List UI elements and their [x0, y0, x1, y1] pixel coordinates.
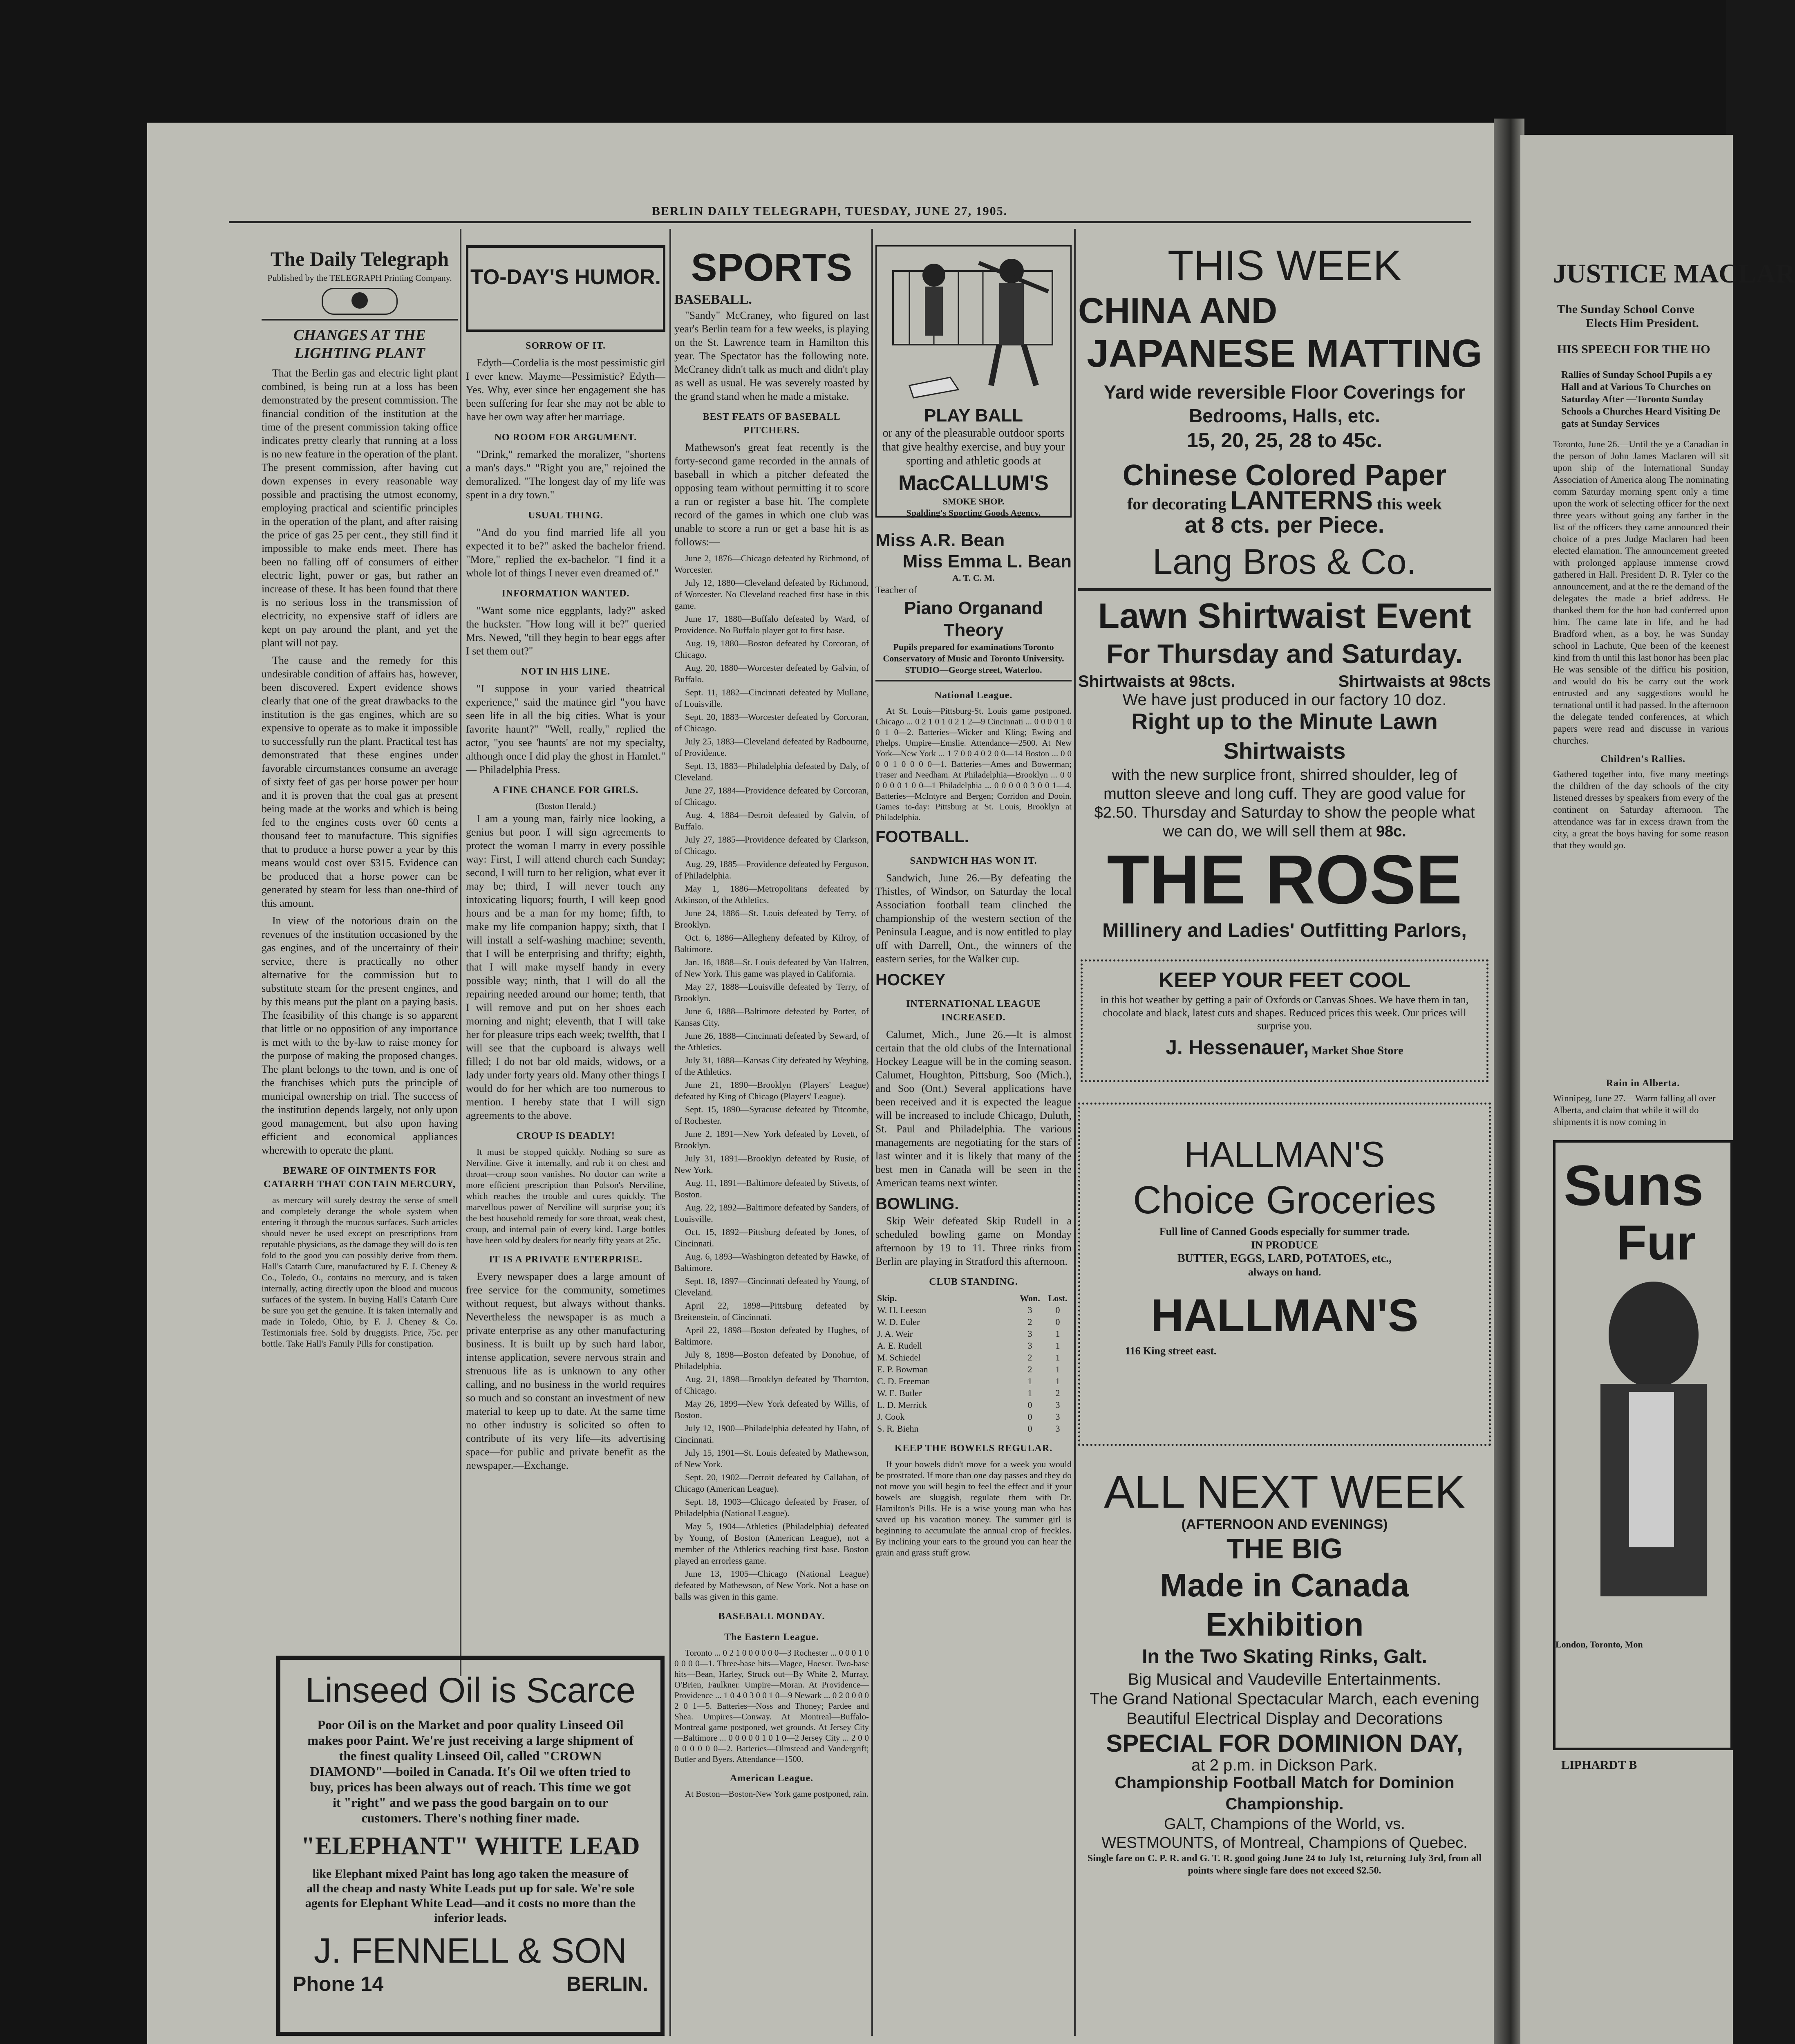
ad-text: If your bowels didn't move for a week you would be prostrated. If more than one day passes and they do not move you will begin to feel the effect and if your bowels are sluggish, regulate them with Dr. Hamilton's Pills. He is a wise young man who has saved up his vacation money. The summer girl is beginning to accumulate the annual crop of freckles. By inclining your ears to the ground you can hear the grain and grass stuff grow. [875, 1459, 1072, 1558]
humor-text: "And do you find married life all you expected it to be?" asked the bachelor friend. "More," replied the ex-bachelor. "I find it a whole lot of things I never even dreamed of." [466, 527, 665, 579]
ad-heading: KEEP THE BOWELS REGULAR. [894, 1443, 1053, 1454]
table-cell: 3 [1027, 1340, 1032, 1351]
no-hit-record: July 27, 1885—Providence defeated by Clarkson, of Chicago. [674, 834, 869, 856]
white-lead-headline: "ELEPHANT" WHITE LEAD [301, 1832, 640, 1860]
lanterns-pre: for decorating [1127, 495, 1227, 513]
humor-heading: SORROW OF IT. [526, 341, 606, 351]
shoe-ad-store: Market Shoe Store [1311, 1044, 1403, 1057]
fennell-town: BERLIN. [566, 1972, 648, 1995]
linseed-headline: Linseed Oil is Scarce [305, 1671, 636, 1710]
table-cell: A. E. Rudell [877, 1340, 922, 1351]
no-hit-record: July 15, 1901—St. Louis defeated by Mathewson, of New York. [674, 1448, 869, 1469]
page-gutter [1494, 119, 1524, 2044]
no-hit-record: Aug. 22, 1892—Baltimore defeated by Sanders, of Louisville. [674, 1202, 869, 1224]
exhibition-times: (AFTERNOON AND EVENINGS) [1181, 1517, 1388, 1532]
table-cell: E. P. Bowman [877, 1364, 928, 1374]
no-hit-record: Sept. 20, 1902—Detroit defeated by Callahan, of Chicago (American League). [674, 1472, 869, 1494]
table-row [875, 1316, 1072, 1328]
no-hit-record: June 27, 1884—Providence defeated by Corcoran, of Chicago. [674, 785, 869, 807]
football-heading: FOOTBALL. [875, 828, 969, 846]
no-hit-record: June 2, 1876—Chicago defeated by Richmond, of Worcester. [674, 553, 869, 575]
adjacent-ad-text: Fur [1617, 1215, 1696, 1270]
table-row [875, 1363, 1072, 1375]
matting-ad-china: CHINA AND [1078, 290, 1278, 331]
matting-ad-text: Yard wide reversible Floor Coverings for Bedrooms, Halls, etc. [1103, 381, 1466, 426]
teacher-degree: A. T. C. M. [952, 573, 995, 583]
exhibition-headline: ALL NEXT WEEK [1104, 1466, 1465, 1517]
table-cell: 1 [1055, 1329, 1060, 1339]
shirtwaist-headline: Lawn Shirtwaist Event [1098, 596, 1471, 636]
shop-name: MacCALLUM'S [898, 471, 1049, 495]
no-hit-record: May 26, 1899—New York defeated by Willis, of Boston. [674, 1399, 869, 1420]
no-hit-record: June 2, 1891—New York defeated by Lovett, of Brooklyn. [674, 1129, 869, 1150]
divider [262, 319, 458, 320]
teacher-name: Miss Emma L. Bean [902, 551, 1072, 572]
rose-store-sub: Millinery and Ladies' Outfitting Parlors, [1102, 920, 1467, 941]
table-cell: 3 [1055, 1412, 1060, 1422]
table-cell: 3 [1027, 1305, 1032, 1315]
baseball-heading: BASEBALL. [674, 292, 752, 307]
no-hit-record: June 17, 1880—Buffalo defeated by Ward, of Providence. No Buffalo player got to first base. [674, 614, 869, 635]
teacher-pupils: Pupils prepared for examinations Toronto Conservatory of Music and Toronto University. [883, 642, 1064, 663]
no-hit-record: Sept. 18, 1897—Cincinnati defeated by Young, of Cleveland. [674, 1276, 869, 1298]
divider [875, 680, 1072, 681]
table-header-cell: Skip. [877, 1293, 897, 1303]
table-row [875, 1399, 1072, 1411]
table-cell: 2 [1027, 1352, 1032, 1363]
no-hit-record: Aug. 29, 1885—Providence defeated by Ferguson, of Philadelphia. [674, 859, 869, 881]
dominion-day-fares: Single fare on C. P. R. and G. T. R. good going June 24 to July 1st, returning July 3rd, from all points where single fare does not exceed $2.50. [1087, 1853, 1482, 1876]
no-hit-record: June 13, 1905—Chicago (National League) defeated by Mathewson, of New York. Not a base on balls was given in this game. [674, 1569, 869, 1602]
adjacent-deck: Elects Him President. [1586, 316, 1699, 330]
no-hit-record: July 12, 1880—Cleveland defeated by Richmond, of Worcester. No Cleveland reached first base in this game. [674, 578, 869, 611]
dominion-day-team: WESTMOUNTS, of Montreal, Champions of Quebec. [1101, 1834, 1468, 1851]
ad-heading: CROUP IS DEADLY! [516, 1131, 615, 1141]
no-hit-record: April 22, 1898—Pittsburg defeated by Breitenstein, of Cincinnati. [674, 1300, 869, 1322]
grocery-always: always on hand. [1248, 1266, 1321, 1278]
editorial-paragraph: That the Berlin gas and electric light plant combined, is being run at a loss has been demonstrated by the present commission. The financial condition of the institution at the time of the present commission taking office indicates pretty clearly that running at a loss is no new feature in the operation of the plant. The present commission, after having cut down expenses in every reasonable way possible and practising the utmost economy, employing practical and scientific principles in the operation of the plant, and after raising the price of gas 25 per cent., they still find it impossible to make ends meet. There has been no falling off of consumers of either electric light, power or gas, but rather an increase of these. It has been found that there is no serious loss in the transmission of electricity, no expensive staff of idlers are kept on pay around the plant, and yet the plant will not pay. [262, 367, 458, 649]
exhibition-detail: The Grand National Spectacular March, each evening [1090, 1690, 1479, 1708]
no-hit-record: Aug. 6, 1893—Washington defeated by Hawke, of Baltimore. [674, 1251, 869, 1273]
adjacent-headline: JUSTICE MACLAR [1553, 259, 1795, 289]
sports-title: SPORTS [691, 246, 853, 289]
publisher-line: Published by the TELEGRAPH Printing Company. [267, 273, 452, 283]
table-cell: J. Cook [877, 1412, 905, 1422]
hockey-subheading: INTERNATIONAL LEAGUE INCREASED. [906, 999, 1041, 1023]
table-cell: W. E. Butler [877, 1388, 922, 1398]
shirtwaist-sale-price: 98c. [1376, 823, 1406, 840]
play-ball-heading: PLAY BALL [924, 406, 1023, 426]
no-hit-record: Sept. 13, 1883—Philadelphia defeated by Daly, of Cleveland. [674, 761, 869, 782]
grocery-headline: Choice Groceries [1133, 1178, 1436, 1222]
table-cell: 1 [1055, 1340, 1060, 1351]
humor-title-box [466, 245, 665, 332]
table-row [875, 1340, 1072, 1351]
column-rule [871, 229, 873, 2036]
divider [1078, 588, 1491, 591]
adjacent-deck: HIS SPEECH FOR THE HO [1557, 343, 1710, 356]
humor-column [466, 245, 665, 1635]
standing-heading: CLUB STANDING. [929, 1277, 1018, 1287]
ad-text: It must be stopped quickly. Nothing so sure as Nerviline. Give it internally, and rub it on chest and throat—croup soon vanishes. No doctor can write a more efficient prescription than Polson's Nerviline, which reaches the trouble and cures quickly. The marvellous power of Nerviline will surprise you; it's the best household remedy for sore throat, weak chest, croup, and internal pain of every kind. Large bottles have been sold by dealers for nearly fifty years at 25c. [466, 1147, 665, 1245]
notice-heading: BEWARE OF OINTMENTS FOR CATARRH THAT CONTAIN MERCURY, [264, 1165, 456, 1190]
adjacent-summary: Rallies of Sunday School Pupils a ey Hall and at Various To Churches on Saturday After —Toronto Sunday Schools a Churches Heard Visiting De gats at Sunday Services [1561, 370, 1721, 429]
table-cell: 0 [1027, 1400, 1032, 1410]
shirtwaist-price-row [1078, 672, 1491, 690]
humor-title: TO-DAY'S HUMOR. [470, 265, 661, 289]
table-row [875, 1328, 1072, 1340]
lang-bros-name: Lang Bros & Co. [1153, 541, 1417, 582]
teacher-subjects: Piano Organand Theory [904, 598, 1043, 640]
humor-text: "I suppose in your varied theatrical experience," said the matinee girl "you have seen life in all the big cities. What is your favorite haunt?" "Well, really," replied the actor, "you see 'haunts' are not my specialty, although once I did play the ghost in Hamlet." — Philadelphia Press. [466, 683, 665, 775]
no-hit-records-list [674, 553, 869, 1602]
humor-heading: NOT IN HIS LINE. [521, 666, 611, 677]
article-heading: IT IS A PRIVATE ENTERPRISE. [489, 1254, 642, 1265]
folio-rule [229, 221, 1471, 223]
shop-sub: SMOKE SHOP. [942, 496, 1005, 507]
table-cell: C. D. Freeman [877, 1376, 930, 1386]
table-header-cell: Lost. [1048, 1293, 1068, 1303]
no-hit-record: May 5, 1904—Athletics (Philadelphia) defeated by Young, of Boston (American League), not a member of the Athletics reaching first base. Boston played an errorless game. [674, 1521, 869, 1566]
club-standing-table [875, 1292, 1072, 1434]
play-ball-ad [875, 245, 1072, 518]
scores-text: At St. Louis—Pittsburg-St. Louis game postponed. Chicago ... 0 2 1 0 1 0 2 1 2—9 Cincinnati ... 0 0 0 0 1 0 0 1 0—2. Batteries—Wicker and Kling; Ewing and Phelps. Umpire—Emslie. Attendance—2500. At New York—New York ... 1 7 0 0 4 0 2 0 0—14 Boston ... 0 0 0 0 1 0 0 0 0—1. Batteries—Ames and Bowerman; Fraser and Needham. At Philadelphia—Brooklyn ... 0 0 0 0 0 0 1 0 0—1 Philadelphia ... 0 0 0 0 0 3 0 0 1—4. Batteries—McIntyre and Bergen; Corridon and Dooin. Games to-day: Pittsburg at St. Louis, Brooklyn at Philadelphia. [875, 706, 1072, 822]
column-rule [460, 229, 461, 1676]
no-hit-record: Oct. 15, 1892—Pittsburg defeated by Jones, of Cincinnati. [674, 1227, 869, 1248]
table-cell: 0 [1055, 1317, 1060, 1327]
exhibition-the-big: THE BIG [1227, 1533, 1343, 1564]
no-hit-record: Sept. 20, 1883—Worcester defeated by Corcoran, of Chicago. [674, 712, 869, 733]
adjacent-footer: LIPHARDT B [1561, 1758, 1637, 1772]
football-text: Sandwich, June 26.—By defeating the Thistles, of Windsor, on Saturday the local Association football team clinched the championship of the western section of the Peninsula League, and is now entitled to play off with Darrell, Ont., the winners of the eastern series, for the Walker cup. [875, 872, 1072, 965]
lanterns-post: this week [1377, 495, 1442, 513]
table-cell: L. D. Merrick [877, 1400, 927, 1410]
humor-heading: INFORMATION WANTED. [501, 588, 630, 599]
no-hit-record: Jan. 16, 1888—St. Louis defeated by Van Haltren, of New York. This game was played in California. [674, 957, 869, 979]
humor-text: "Want some nice eggplants, lady?" asked the huckster. "How long will it be?" queried Mrs. Newed, "till they begin to bear eggs after I set them out?" [466, 605, 665, 657]
shirtwaist-price: Shirtwaists at 98cts [1338, 672, 1491, 690]
no-hit-record: Sept. 11, 1882—Cincinnati defeated by Mullane, of Louisville. [674, 687, 869, 709]
sports-text: "Sandy" McCraney, who figured on last year's Berlin team for a few weeks, is playing on the St. Lawrence team in Hamilton this year. The Spectator has the following note. McCraney didn't talk as much and didn't play as well as usual. He was severely roasted by the grand stand when he made a mistake. [674, 309, 869, 402]
editorial-headline: CHANGES AT THE LIGHTING PLANT [293, 327, 426, 362]
table-cell: S. R. Biehn [877, 1423, 919, 1434]
hockey-text: Calumet, Mich., June 26.—It is almost certain that the old clubs of the International Hockey League will be in the coming season. Calumet, Houghton, Pittsburg, Soo (Mich.), and Soo (Ont.) Several applications have been received and it is expected the league will be increased to include Chicago, Duluth, St. Paul and Philadelphia. The various managements are negotiating for the stars of last winter and it is likely that many of the best men in Canada will be seen in the American teams next winter. [875, 1029, 1072, 1189]
folio-line: BERLIN DAILY TELEGRAPH, TUESDAY, JUNE 27, 1905. [651, 204, 1008, 218]
table-row [875, 1375, 1072, 1387]
table-cell: 1 [1027, 1376, 1032, 1386]
no-hit-record: Oct. 6, 1886—Allegheny defeated by Kilroy, of Baltimore. [674, 932, 869, 954]
shoe-ad-text: in this hot weather by getting a pair of Oxfords or Canvas Shoes. We have them in tan, chocolate and black, latest cuts and shapes. Reduced prices this week. Our prices will surprise you. [1100, 994, 1469, 1032]
adjacent-ad-text: Suns [1564, 1153, 1704, 1217]
editorial-column [262, 245, 458, 1635]
dominion-day-time: at 2 p.m. in Dickson Park. [1191, 1756, 1378, 1774]
table-cell: 0 [1055, 1305, 1060, 1315]
no-hit-record: July 12, 1900—Philadelphia defeated by Hahn, of Cincinnati. [674, 1423, 869, 1445]
teacher-name: Miss A.R. Bean [875, 530, 1005, 550]
table-cell: W. D. Euler [877, 1317, 920, 1327]
music-teacher-ad [875, 530, 1072, 676]
scores-heading: BASEBALL MONDAY. [718, 1611, 825, 1622]
exhibition-title: Made in Canada Exhibition [1160, 1567, 1409, 1643]
article-text: Every newspaper does a large amount of free service for the community, sometimes without request, but always without thanks. Nevertheless the newspaper is as much a private enterprise as any other manufacturing business. It is built up by such hard labor, intense application, severe nervous strain and strenuous life as is unknown to any other calling, and no business in the world requires so much and so constant an investment of new material to keep up to date. At the same time no other industry is solicited so often to contribute of its very life—its advertising space—for public and private benefit as the newspaper.—Exchange. [466, 1271, 665, 1471]
no-hit-record: Sept. 15, 1890—Syracuse defeated by Titcombe, of Rochester. [674, 1104, 869, 1126]
union-label-icon [322, 288, 398, 315]
table-cell: 1 [1055, 1352, 1060, 1363]
editorial-paragraph: The cause and the remedy for this undesirable condition of affairs has, however, been discovered. Expert evidence shows clearly that one of the great drawbacks to the institution is the gas engines, which are so expensive to operate as to make it impossible to successfully run the plant. Practical test has demonstrated that these engines under favorable circumstances consume an average of sixty feet of gas per horse power per hour and it is proven that the coal gas at present being made at the works and which is being fed to the engines costs over 60 cents a thousand feet to manufacture. This signifies that to produce a horse power a year by this means would cost over $315. Evidence can be produced that a horse power can be generated by steam for less than one-third of this amount. [262, 654, 458, 909]
shop-agency: Spalding's Sporting Goods Agency. [906, 508, 1041, 518]
sports-heading: BEST FEATS OF BASEBALL PITCHERS. [703, 412, 841, 436]
exhibition-location: In the Two Skating Rinks, Galt. [1142, 1646, 1427, 1667]
dominion-day-team: GALT, Champions of the World, vs. [1164, 1815, 1405, 1833]
grocery-text: Full line of Canned Goods especially for summer trade. [1159, 1226, 1410, 1237]
column-rule [1074, 229, 1076, 2036]
no-hit-record: May 1, 1886—Metropolitans defeated by Atkinson, of the Athletics. [674, 883, 869, 905]
grocery-produce: IN PRODUCE [1251, 1239, 1318, 1251]
adjacent-subhead: Children's Rallies. [1600, 754, 1685, 764]
matting-ad-prices: 15, 20, 25, 28 to 45c. [1186, 429, 1383, 452]
shoe-ad-merchant: J. Hessenauer, [1166, 1036, 1309, 1059]
fennell-name: J. FENNELL & SON [313, 1931, 627, 1970]
grocery-address: 116 King street east. [1125, 1345, 1217, 1357]
humor-heading: NO ROOM FOR ARGUMENT. [494, 432, 637, 443]
rose-store-name: THE ROSE [1107, 841, 1462, 919]
table-header-cell: Won. [1020, 1293, 1040, 1303]
table-cell: 2 [1027, 1364, 1032, 1374]
league-heading: American League. [730, 1773, 813, 1784]
sports-text: Mathewson's great feat recently is the forty-second game recorded in the annals of baseball in which a pitcher defeated the opposing team without permitting it to score a run or register a base hit. The complete record of the games in which one club was unable to score a run or get a base hit is as follows:— [674, 442, 869, 548]
adjacent-ad-footer: London, Toronto, Mon [1556, 1639, 1643, 1650]
table-cell: 2 [1027, 1317, 1032, 1327]
shirtwaist-text: We have just produced in our factory 10 doz. [1122, 691, 1447, 709]
teacher-label: Teacher of [875, 585, 917, 596]
humor-heading: A FINE CHANCE FOR GIRLS. [492, 785, 639, 796]
adjacent-body: Gathered together into, five many meetings the children of the day schools of the city listened dresses by speakers from every of the continent on Saturday afternoon. The attendance was far in excess drawn from the city, a great the boys having for some reason that they would go. [1553, 769, 1729, 850]
table-row [875, 1411, 1072, 1423]
grocery-name: HALLMAN'S [1184, 1134, 1385, 1174]
adjacent-ad [1553, 1140, 1733, 1750]
no-hit-record: Aug. 20, 1880—Worcester defeated by Galvin, of Buffalo. [674, 663, 869, 684]
matting-ad-japanese: JAPANESE MATTING [1087, 332, 1482, 375]
no-hit-record: Aug. 4, 1884—Detroit defeated by Galvin, of Buffalo. [674, 810, 869, 831]
grocery-items: BUTTER, EGGS, LARD, POTATOES, etc., [1177, 1252, 1392, 1265]
humor-text: "Drink," remarked the moralizer, "shortens a man's days." "Right you are," rejoined the demoralized. "The longest day of my life was spent in a dry town." [466, 448, 665, 501]
adjacent-deck: The Sunday School Conve [1557, 303, 1694, 316]
matting-ad-headline: THIS WEEK [1167, 242, 1402, 289]
adjacent-ad-illustration [1556, 1269, 1735, 1637]
hardware-ad [276, 1656, 665, 2036]
no-hit-record: July 31, 1891—Brooklyn defeated by Rusie, of New York. [674, 1153, 869, 1175]
play-ball-text: or any of the pleasurable outdoor sports that give healthy exercise, and buy your sporting and athletic goods at [882, 427, 1065, 467]
no-hit-record: Aug. 19, 1880—Boston defeated by Corcoran, of Chicago. [674, 638, 869, 660]
table-row [875, 1351, 1072, 1363]
humor-source: (Boston Herald.) [535, 801, 596, 811]
bowling-heading: BOWLING. [875, 1195, 959, 1213]
shirtwaist-description [1078, 766, 1491, 841]
sports-column [674, 245, 869, 2036]
no-hit-record: April 22, 1898—Boston defeated by Hughes, of Baltimore. [674, 1325, 869, 1347]
grocery-name: HALLMAN'S [1150, 1290, 1419, 1341]
shirtwaist-description-text: with the new surplice front, shirred shoulder, leg of mutton sleeve and long cuff. They are good value for $2.50. Thursday and Saturday to show the people what we can do, we will sell them at [1094, 766, 1475, 840]
scores-text: At Boston—Boston-New York game postponed, rain. [685, 1789, 869, 1799]
masthead: The Daily Telegraph [270, 247, 449, 270]
no-hit-record: July 8, 1898—Boston defeated by Donohue, of Philadelphia. [674, 1349, 869, 1371]
shoe-ad-headline: KEEP YOUR FEET COOL [1158, 968, 1411, 992]
grocery-ad [1078, 1103, 1491, 1446]
table-cell: 0 [1027, 1423, 1032, 1434]
shirtwaist-subheadline: Right up to the Minute Lawn Shirtwaists [1131, 708, 1438, 764]
hockey-heading: HOCKEY [875, 971, 946, 989]
no-hit-record: Aug. 11, 1891—Baltimore defeated by Stivetts, of Boston. [674, 1178, 869, 1199]
humor-text: Edyth—Cordelia is the most pessimistic girl I ever knew. Mayme—Pessimistic? Edyth—Yes. Why, ever since her engagement she has been suffering for fear she may not be able to have her own way after her marriage. [466, 357, 665, 423]
adjacent-body: Toronto, June 26.—Until the ye a Canadian in the person of John James Maclaren will sit upon ship of the International Sunday Association of America along The nominating comm Saturday morning spent only a time upon the work of selecting officer for the next three years without going any farther in the list of the officers they came announced their choice of a pres Judge Maclaren had been elected elamation. The announcement greeted with prolonged applause immense crowd gathered in Hall. President D. R. Tyler co the announcement, and at the re the demand of the delegates the made a brief address. He thanked them for the hon had conferred upon him. The came late in life, and he had Bradford when, as a boy, he was Sunday school in Lachute, Que been of the keenest kind from th until this last honor has been plac He was sensible of the difficu his position, and would do his be carry out the work entrusted and any suggestions would be ternational until it had passed. In the afternoon the delegate tended conferences, at which papers were read and discusse in various churches. [1553, 439, 1729, 746]
shirtwaist-days: For Thursday and Saturday. [1106, 639, 1463, 669]
column-rule [669, 229, 671, 2036]
no-hit-record: June 24, 1886—St. Louis defeated by Terry, of Brooklyn. [674, 908, 869, 930]
teacher-studio: STUDIO—George street, Waterloo. [905, 665, 1042, 675]
table-cell: 1 [1055, 1364, 1060, 1374]
scores-text: Toronto ... 0 2 1 0 0 0 0 0 0—3 Rochester ... 0 0 0 1 0 0 0 0 0—1. Three-base hits—Magee, Hoeser. Two-base hits—Bean, Harley, Struck out—By White 2, Murray, O'Brien, Faulkner. Umpire—Moran. At Providence—Providence ... 1 0 4 0 3 0 0 1 0—9 Newark ... 0 2 0 0 0 0 2 0 1—5. Batteries—Noss and Thoney; Pardee and Shea. Umpires—Conway. At Montreal—Buffalo-Montreal game postponed, wet grounds. At Jersey City—Baltimore ... 0 0 0 0 0 1 0 1 0—2 Jersey City ... 2 0 0 0 0 0 0 0 0—2. Batteries—Olmstead and Vandergrift; Butler and Byers. Attendance—1500. [674, 1648, 869, 1764]
table-cell: W. H. Leeson [877, 1305, 927, 1315]
lanterns-price: at 8 cts. per Piece. [1184, 512, 1385, 538]
no-hit-record: Sept. 18, 1903—Chicago defeated by Fraser, of Philadelphia (National League). [674, 1497, 869, 1518]
no-hit-record: July 31, 1888—Kansas City defeated by Weyhing, of the Athletics. [674, 1055, 869, 1077]
league-heading: The Eastern League. [724, 1632, 819, 1643]
table-cell: 1 [1055, 1376, 1060, 1386]
no-hit-record: June 6, 1888—Baltimore defeated by Porter, of Kansas City. [674, 1006, 869, 1028]
football-subheading: SANDWICH HAS WON IT. [910, 856, 1037, 866]
no-hit-record: June 21, 1890—Brooklyn (Players' League) defeated by King of Chicago (Players' League). [674, 1080, 869, 1101]
table-cell: 0 [1027, 1412, 1032, 1422]
table-row [875, 1387, 1072, 1399]
paper-ad-headline: Chinese Colored Paper [1122, 459, 1447, 492]
lanterns-line [1078, 486, 1491, 515]
editorial-paragraph: In view of the notorious drain on the revenues of the institution occasioned by the gas engines, and of the uncertainty of their service, there is practically no other alternative for the commission but to substitute steam for the present engines, and by this means put the plant on a paying basis. The feasibility of this change is so apparent that little or no opposition of any importance is met with to the by-law to raise money for the purpose of making the proposed changes. The plant belongs to the town, and is one of the franchises which puts the principle of municipal ownership on trial. The success of the institution depends largely, not only upon good management, but also upon having efficient and economical appliances wherewith to operate the plant. [262, 915, 458, 1156]
table-row [875, 1423, 1072, 1434]
white-lead-text: like Elephant mixed Paint has long ago taken the measure of all the cheap and nasty White Leads put up for sale. We're sole agents for Elephant White Lead—and it costs no more than the inferior leads. [305, 1867, 636, 1925]
adjacent-subhead: Rain in Alberta. [1606, 1078, 1680, 1089]
notice-text: as mercury will surely destroy the sense of smell and completely derange the whole system when entering it through the mucous surfaces. Such articles should never be used except on prescriptions from reputable physicians, as the damage they will do is ten fold to the good you can possibly derive from them. Hall's Catarrh Cure, manufactured by F. J. Cheney & Co., Toledo, O., contains no mercury, and is taken internally, acting directly upon the blood and mucous surfaces of the system. In buying Hall's Catarrh Cure be sure you get the genuine. It is taken internally and made in Toledo, Ohio, by F. J. Cheney & Co. Testimonials free. Sold by druggists. Price, 75c. per bottle. Take Hall's Family Pills for constipation. [262, 1195, 458, 1349]
table-cell: 2 [1055, 1388, 1060, 1398]
fennell-contact-row [280, 1972, 660, 1996]
table-row [875, 1304, 1072, 1316]
league-heading: National League. [934, 690, 1013, 701]
table-cell: 3 [1027, 1329, 1032, 1339]
adjacent-body: Winnipeg, June 27.—Warm falling all over Alberta, and claim that while it will do shipments it is now coming in [1553, 1093, 1716, 1127]
no-hit-record: June 26, 1888—Cincinnati defeated by Seward, of the Athletics. [674, 1031, 869, 1052]
shoe-ad [1081, 959, 1488, 1082]
exhibition-detail: Big Musical and Vaudeville Entertainments. [1128, 1670, 1441, 1688]
shirtwaist-price: Shirtwaists at 98cts. [1078, 672, 1235, 690]
table-cell: 3 [1055, 1423, 1060, 1434]
table-cell: M. Schiedel [877, 1352, 921, 1363]
sports-ads-column [875, 245, 1072, 2036]
dominion-day-headline: SPECIAL FOR DOMINION DAY, [1106, 1730, 1463, 1757]
adjacent-page [1520, 135, 1795, 2044]
humor-text: I am a young man, fairly nice looking, a genius but poor. I will sign agreements to protect the woman I marry in every possible way: First, I will attend church each Sunday; second, I will turn to her religion, what ever it may be; third, I will never touch any intoxicating liquors; fourth, I will keep good hours and be a man for my home; fifth, to make my life companion happy; sixth, that I will install a self-washing machine; seventh, that I will be enterprising and thrifty; eighth, that I will make myself handy in every possible way; ninth, that I will do all the repairing needed around our home; tenth, that I will remove and put on her shoes each morning and night; eleventh, that I will take her for pleasure trips each week; twelfth, that I will see that the cupboard is always well filled; I do not bar old maids, widows, or a lady under forty years old. Many other things I would do for her which are too numerous to mention. I hereby state that I will sign agreements to the above. [466, 813, 665, 1121]
no-hit-record: May 27, 1888—Louisville defeated by Terry, of Brooklyn. [674, 982, 869, 1003]
baseball-players-illustration [877, 247, 1069, 402]
humor-heading: USUAL THING. [528, 510, 603, 521]
exhibition-detail: Beautiful Electrical Display and Decorations [1126, 1710, 1443, 1728]
advertising-column [1078, 241, 1491, 2044]
table-cell: 3 [1055, 1400, 1060, 1410]
table-cell: J. A. Weir [877, 1329, 913, 1339]
fennell-phone: Phone 14 [293, 1972, 384, 1995]
table-cell: 1 [1027, 1388, 1032, 1398]
dominion-day-match: Championship Football Match for Dominion Championship. [1115, 1774, 1455, 1813]
lanterns-word: LANTERNS [1230, 486, 1373, 515]
bowling-text: Skip Weir defeated Skip Rudell in a scheduled bowling game on Monday afternoon by 19 to 11. Three rinks from Berlin are playing in Stratford this afternoon. [875, 1215, 1072, 1267]
no-hit-record: July 25, 1883—Cleveland defeated by Radbourne, of Providence. [674, 736, 869, 758]
shoe-ad-signature [1083, 1036, 1486, 1059]
no-hit-record: Aug. 21, 1898—Brooklyn defeated by Thornton, of Chicago. [674, 1374, 869, 1396]
linseed-text: Poor Oil is on the Market and poor quality Linseed Oil makes poor Paint. We're just receiving a large shipment of the finest quality Linseed Oil, called "CROWN DIAMOND"—boiled in Canada. It's Oil we often tried to buy, prices has been always out of reach. This time we got it "right" and we pass the good bargain on to our customers. There's nothing finer made. [307, 1717, 633, 1825]
